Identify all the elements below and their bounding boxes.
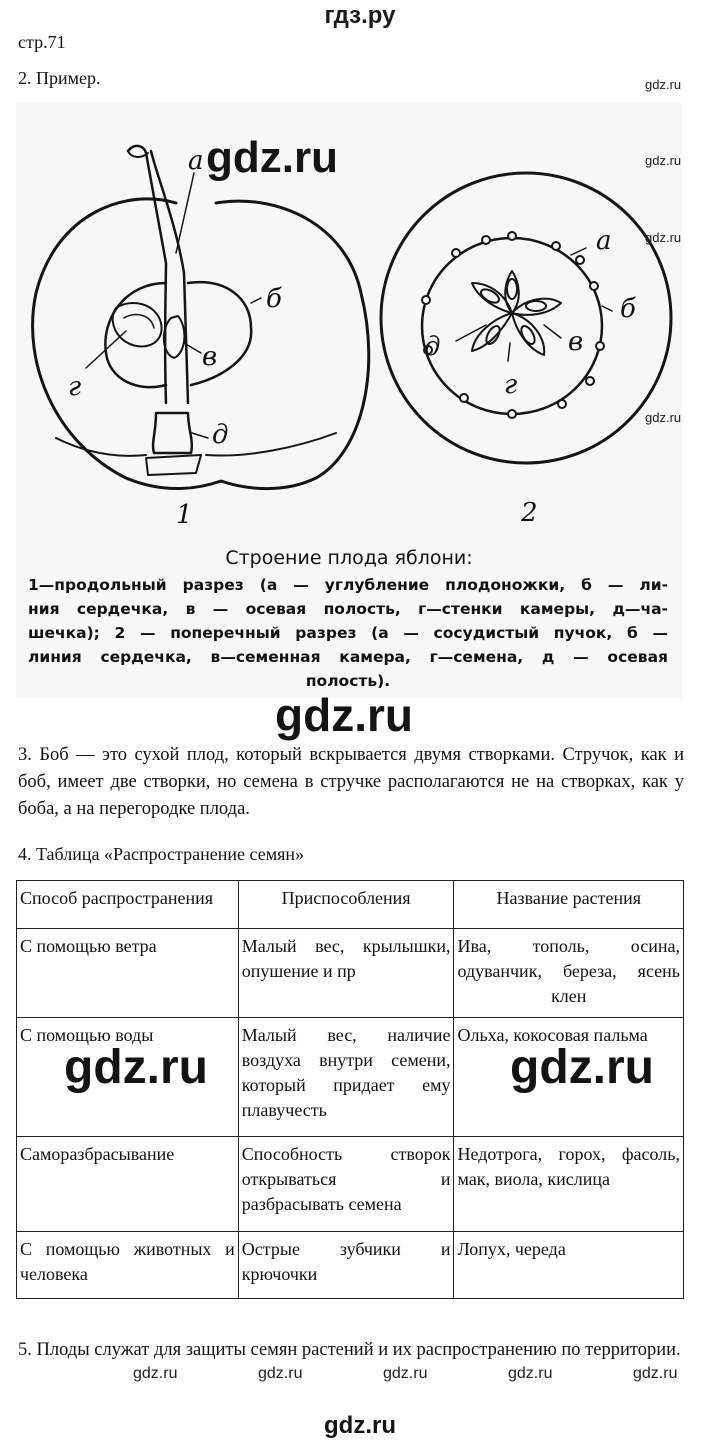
table-caption: 4. Таблица «Распространение семян» — [18, 844, 304, 864]
seed-chambers — [472, 271, 561, 355]
caption-line: 1—продольный разрез (а — углубление плодоножки, б — ли- — [28, 576, 668, 594]
caption-line: шечка); 2 — поперечный разрез (а — сосудистый пучок, б — — [28, 624, 668, 642]
table-cell-method: С помощью воды — [17, 1018, 239, 1137]
figure-caption-title: Строение плода яблони: — [225, 547, 473, 569]
table-cell-adaptation: Малый вес, крылышки, опушение и пр — [238, 929, 454, 1018]
page-reference: стр.71 — [18, 32, 66, 52]
watermark: gdz.ru — [508, 1365, 553, 1382]
label-v-fig2: в — [568, 327, 584, 357]
stem — [128, 146, 188, 403]
table-header: Название растения — [454, 881, 684, 929]
watermark: gdz.ru — [645, 153, 682, 168]
watermark: gdz.ru — [275, 689, 413, 741]
watermark: gdz.ru — [383, 1365, 428, 1382]
footer-watermark: gdz.ru — [324, 1412, 396, 1439]
table-cell-plants: Ива, тополь, осина, одуванчик, береза, ясень клен — [454, 929, 684, 1018]
table-cell-plants: Недотрога, горох, фасоль, мак, виола, кислица — [454, 1137, 684, 1232]
label-b-fig1: б — [266, 284, 282, 314]
caption-line: линия сердечка, в—семенная камера, г—семена, д — осевая — [28, 648, 668, 666]
watermark: gdz.ru — [645, 410, 682, 425]
table-cell-method: Саморазбрасывание — [17, 1137, 239, 1232]
task-2-label: 2. Пример. — [18, 68, 101, 88]
table-cell-method: С помощью животных и человека — [17, 1232, 239, 1299]
task-5-text: 5. Плоды служат для защиты семян растений и их распространению по территории. — [18, 1340, 681, 1360]
task-3-text: 3. Боб — это сухой плод, который вскрывается двумя створками. Стручок, как и боб, имеет две створки, но семена в стручке располагаются не на створках, как у боба, а на перегородке плода. — [18, 745, 684, 819]
apple-fruit-figure — [16, 103, 682, 698]
table-cell-method: С помощью ветра — [17, 929, 239, 1018]
label-g-fig1: г — [68, 372, 82, 402]
caption-line: полость). — [305, 672, 391, 690]
watermark: gdz.ru — [645, 230, 682, 245]
figure-number-1: 1 — [176, 500, 193, 530]
watermark: gdz.ru — [633, 1365, 678, 1382]
watermark: gdz.ru — [64, 1041, 208, 1094]
apple-outline-longitudinal — [33, 199, 369, 489]
table-row — [17, 1137, 684, 1232]
label-g-fig2: г — [504, 370, 518, 400]
figure-caption — [28, 573, 668, 693]
label-d-fig1: д — [212, 420, 229, 450]
table-cell-plants: Ольха, кокосовая пальма — [454, 1018, 684, 1137]
table-cell-plants: Лопух, череда — [454, 1232, 684, 1299]
table-cell-adaptation: Малый вес, наличие воздуха внутри семени, который придает ему плавучесть — [238, 1018, 454, 1137]
watermark: gdz.ru — [645, 77, 682, 92]
table-row — [17, 929, 684, 1018]
site-title: гдз.ру — [324, 2, 396, 29]
watermark: gdz.ru — [258, 1365, 303, 1382]
watermark: gdz.ru — [206, 133, 338, 182]
calyx — [153, 413, 192, 453]
table-cell-adaptation: Острые зубчики и крючочки — [238, 1232, 454, 1299]
watermark: gdz.ru — [133, 1365, 178, 1382]
label-d-fig2: д — [424, 332, 441, 362]
figure-number-2: 2 — [521, 498, 538, 528]
label-b-fig2: б — [620, 294, 636, 324]
caption-line: ния сердечка, в — осевая полость, г—стенки камеры, д—ча- — [28, 600, 668, 618]
watermark: gdz.ru — [510, 1041, 654, 1094]
core-line — [105, 282, 251, 387]
label-v-fig1: в — [202, 342, 218, 372]
table-header: Способ распространения — [17, 881, 239, 929]
label-a-fig1: а — [188, 146, 204, 176]
table-header: Приспособления — [238, 881, 454, 929]
label-a-fig2: а — [596, 226, 612, 256]
table-row — [17, 1232, 684, 1299]
table-cell-adaptation: Способность створок открываться и разбрасывать семена — [238, 1137, 454, 1232]
table-header-row — [17, 881, 684, 929]
